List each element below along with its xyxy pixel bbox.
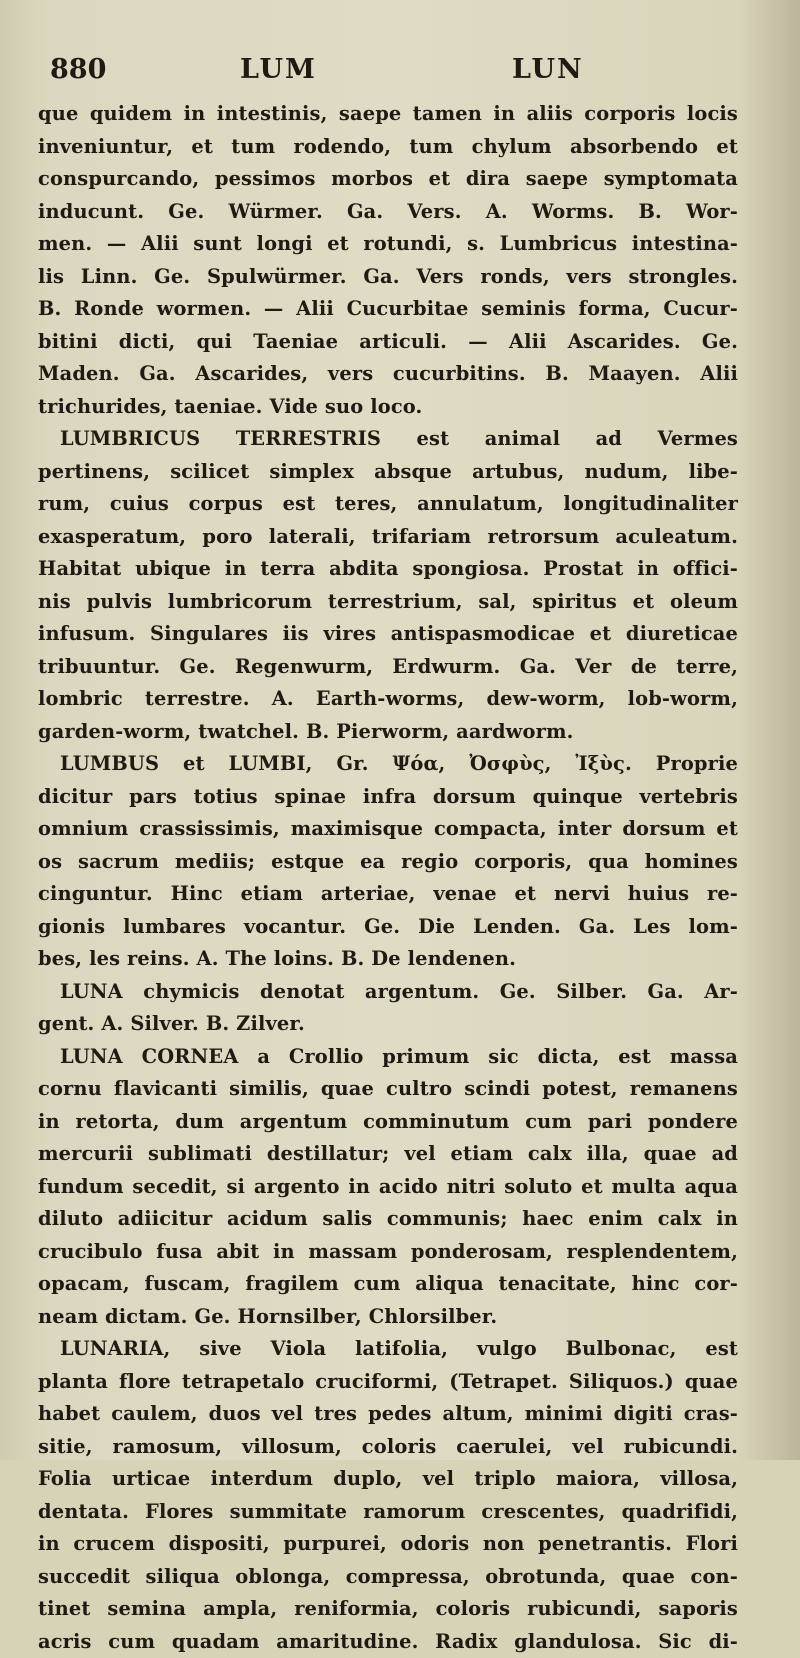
text-line: diluto adiicitur acidum salis communis; haec enim calx in (38, 1203, 738, 1236)
text-line: que quidem in intestinis, saepe tamen in aliis corporis locis (38, 98, 738, 131)
text-line: mercurii sublimati destillatur; vel etiam calx illa, quae ad (38, 1138, 738, 1171)
text-line: bitini dicti, qui Taeniae articuli. — Alii Ascarides. Ge. (38, 326, 738, 359)
text-line: fundum secedit, si argento in acido nitri soluto et multa aqua (38, 1171, 738, 1204)
text-line: garden-worm, twatchel. B. Pierworm, aardworm. (38, 716, 738, 749)
entry-luna-cornea: LUNA CORNEA a Crollio primum sic dicta, est massa (38, 1041, 738, 1074)
text-line: rum, cuius corpus est teres, annulatum, longitudinaliter (38, 488, 738, 521)
text-line: succedit siliqua oblonga, compressa, obrotunda, quae con- (38, 1561, 738, 1594)
text-line: infusum. Singulares iis vires antispasmodicae et diureticae (38, 618, 738, 651)
text-line: exasperatum, poro laterali, trifariam retrorsum aculeatum. (38, 521, 738, 554)
text-line: pertinens, scilicet simplex absque artubus, nudum, libe- (38, 456, 738, 489)
text-line: dicitur pars totius spinae infra dorsum quinque vertebris (38, 781, 738, 814)
guide-word-left: LUM (240, 54, 317, 85)
text-line: sitie, ramosum, villosum, coloris caerulei, vel rubicundi. (38, 1431, 738, 1464)
text-line: cornu flavicanti similis, quae cultro scindi potest, remanens (38, 1073, 738, 1106)
text-line: habet caulem, duos vel tres pedes altum, minimi digiti cras- (38, 1398, 738, 1431)
body-text (38, 98, 738, 1658)
text-line: Maden. Ga. Ascarides, vers cucurbitins. B. Maayen. Alii (38, 358, 738, 391)
text-line: trichurides, taeniae. Vide suo loco. (38, 391, 738, 424)
entry-lumbricus-terrestris: LUMBRICUS TERRESTRIS est animal ad Vermes (38, 423, 738, 456)
text-line: tribuuntur. Ge. Regenwurm, Erdwurm. Ga. Ver de terre, (38, 651, 738, 684)
text-line: Habitat ubique in terra abdita spongiosa. Prostat in offici- (38, 553, 738, 586)
entry-lunaria: LUNARIA, sive Viola latifolia, vulgo Bulbonac, est (38, 1333, 738, 1366)
text-line: inducunt. Ge. Würmer. Ga. Vers. A. Worms. B. Wor- (38, 196, 738, 229)
text-line: gent. A. Silver. B. Zilver. (38, 1008, 738, 1041)
text-line: os sacrum mediis; estque ea regio corporis, qua homines (38, 846, 738, 879)
text-line: men. — Alii sunt longi et rotundi, s. Lumbricus intestina- (38, 228, 738, 261)
text-line: lis Linn. Ge. Spulwürmer. Ga. Vers ronds, vers strongles. (38, 261, 738, 294)
text-line: planta flore tetrapetalo cruciformi, (Tetrapet. Siliquos.) quae (38, 1366, 738, 1399)
text-line: neam dictam. Ge. Hornsilber, Chlorsilber. (38, 1301, 738, 1334)
text-line: Folia urticae interdum duplo, vel triplo maiora, villosa, (38, 1463, 738, 1496)
text-line: omnium crassissimis, maximisque compacta, inter dorsum et (38, 813, 738, 846)
text-line: opacam, fuscam, fragilem cum aliqua tenacitate, hinc cor- (38, 1268, 738, 1301)
text-line: tinet semina ampla, reniformia, coloris rubicundi, saporis (38, 1593, 738, 1626)
text-line: acris cum quadam amaritudine. Radix glandulosa. Sic di- (38, 1626, 738, 1658)
entry-lumbus: LUMBUS et LUMBI, Gr. Ψόα, Ὀσφὺς, Ἰξὺς. Proprie (38, 748, 738, 781)
page-number: 880 (50, 54, 106, 85)
text-line: cinguntur. Hinc etiam arteriae, venae et nervi huius re- (38, 878, 738, 911)
entry-luna: LUNA chymicis denotat argentum. Ge. Silber. Ga. Ar- (38, 976, 738, 1009)
text-line: in crucem dispositi, purpurei, odoris non penetrantis. Flori (38, 1528, 738, 1561)
running-header (40, 40, 740, 94)
text-line: B. Ronde wormen. — Alii Cucurbitae seminis forma, Cucur- (38, 293, 738, 326)
guide-word-right: LUN (512, 54, 584, 85)
text-line: lombric terrestre. A. Earth-worms, dew-worm, lob-worm, (38, 683, 738, 716)
text-line: nis pulvis lumbricorum terrestrium, sal, spiritus et oleum (38, 586, 738, 619)
text-line: bes, les reins. A. The loins. B. De lendenen. (38, 943, 738, 976)
text-line: gionis lumbares vocantur. Ge. Die Lenden. Ga. Les lom- (38, 911, 738, 944)
text-line: crucibulo fusa abit in massam ponderosam, resplendentem, (38, 1236, 738, 1269)
text-line: dentata. Flores summitate ramorum crescentes, quadrifidi, (38, 1496, 738, 1529)
text-line: in retorta, dum argentum comminutum cum pari pondere (38, 1106, 738, 1139)
page-edge-shadow (740, 0, 800, 1460)
text-line: conspurcando, pessimos morbos et dira saepe symptomata (38, 163, 738, 196)
text-line: inveniuntur, et tum rodendo, tum chylum absorbendo et (38, 131, 738, 164)
